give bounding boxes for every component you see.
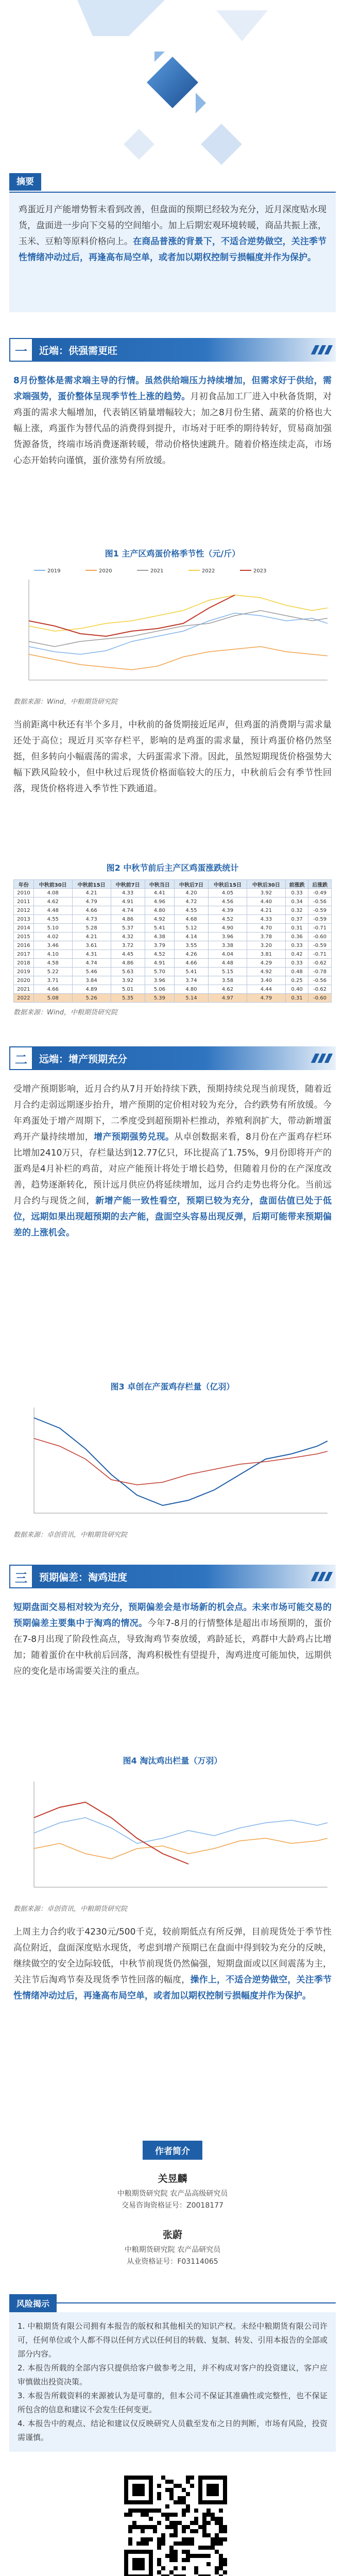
table-cell: -0.60	[308, 933, 332, 941]
table-cell: 2010	[14, 889, 34, 897]
table-cell: 0.36	[285, 933, 308, 941]
table-row	[14, 933, 332, 941]
table-cell: 2015	[14, 933, 34, 941]
table-cell: 4.31	[72, 950, 111, 959]
table-cell: 4.86	[111, 915, 145, 924]
author-2-cert: 从业资格证号：F03114065	[127, 2258, 218, 2266]
table-cell: 5.08	[33, 994, 72, 1003]
table-cell: 3.78	[247, 933, 285, 941]
fig3-series	[34, 1418, 327, 1505]
table-cell: 5.46	[72, 968, 111, 976]
chapter-stripes-icon	[313, 345, 331, 354]
table-cell: 5.12	[174, 924, 208, 933]
table-row	[14, 976, 332, 985]
risk-header	[9, 2294, 336, 2312]
table-cell: 4.21	[247, 906, 285, 915]
table-cell: 3.38	[209, 941, 247, 950]
fig4-title: 图4 淘汰鸡出栏量（万羽）	[123, 1756, 222, 1766]
table-row	[14, 906, 332, 915]
table-cell: -0.59	[308, 915, 332, 924]
table-header-1: 中秋前30日	[33, 880, 72, 889]
summary-tag: 摘要	[9, 173, 41, 191]
sec3-p1-rest: 今年7-8月的行情整体是超出市场预期的，蛋价在7-8月出现了阶段性高点，导致淘鸡节奏放缓，鸡龄延长，鸡群中大龄鸡占比增加；随着蛋价在中秋前后回落，淘鸡积极性有望提升，淘鸡进度可能加快，远期供应的变化是市场需要关注的重点。	[13, 1618, 332, 1676]
table-cell: 4.96	[145, 897, 174, 906]
table-cell: 4.56	[209, 897, 247, 906]
table-cell: 3.61	[72, 941, 111, 950]
chapter-2-num: 二	[9, 1046, 33, 1070]
table-cell: 5.15	[209, 968, 247, 976]
table-cell: 4.02	[33, 933, 72, 941]
fig1-legend-1: 2020	[99, 568, 112, 574]
table-cell: 0.48	[285, 968, 308, 976]
fig3-title: 图3 卓创在产蛋鸡存栏量（亿羽）	[110, 1382, 235, 1392]
table-cell: 4.48	[33, 906, 72, 915]
table-cell: 2020	[14, 976, 34, 985]
table-cell: 5.35	[111, 994, 145, 1003]
table-header-9: 后涨跌	[308, 880, 332, 889]
table-cell: -0.49	[308, 889, 332, 897]
table-cell: 4.45	[111, 950, 145, 959]
fig1-source: 数据来源：Wind，中粮期货研究院	[13, 698, 117, 706]
table-cell: -0.71	[308, 950, 332, 959]
chapter-stripes-icon	[313, 1572, 331, 1581]
table-cell: 0.42	[285, 950, 308, 959]
sec3-p2: 上周主力合约收于4230元/500千克，较前期低点有所反弹，目前现货处于季节性高位附近，盘面深度贴水现货，考虑到增产预期已在盘面中得到较为充分的反映，继续做空的安全边际较低，中秋节前现货仍然偏强，短期盘面或以区间震荡为主，关注节后淘鸡节奏及现货季节性回落的幅度，	[13, 1927, 332, 1985]
table-cell: -0.59	[308, 941, 332, 950]
table-cell: 3.72	[111, 941, 145, 950]
table-header-3: 中秋前7日	[111, 880, 145, 889]
table-cell: 3.81	[247, 950, 285, 959]
table-cell: 4.10	[33, 950, 72, 959]
table-cell: 4.89	[72, 985, 111, 994]
table-cell: 4.66	[72, 906, 111, 915]
table-cell: 2014	[14, 924, 34, 933]
table-cell: 5.26	[72, 994, 111, 1003]
table-cell: 0.33	[285, 941, 308, 950]
summary-box	[9, 193, 336, 312]
table-cell: 4.80	[145, 906, 174, 915]
table-row	[14, 959, 332, 968]
fig1-series-2019	[29, 613, 327, 654]
table-row	[14, 915, 332, 924]
chapter-1-bar	[9, 338, 336, 362]
table-cell: 3.96	[209, 933, 247, 941]
fig1-series-2022	[29, 595, 327, 631]
table-cell: 3.92	[247, 889, 285, 897]
table-cell: 5.06	[145, 985, 174, 994]
author-1-name: 关昱麟	[158, 2173, 187, 2184]
author-1-org: 中粮期货研究院 农产品高级研究员	[117, 2190, 228, 2198]
table-header-5: 中秋后7日	[174, 880, 208, 889]
chapter-1-num: 一	[9, 338, 33, 362]
table-cell: 4.33	[111, 889, 145, 897]
summary-bold: 在商品普涨的背景下，不适合逆势做空，关注季节性情绪冲动过后，再逢高布局空单，或者加以期权控制亏损幅度并作为保护。	[19, 236, 327, 263]
fig1-title: 图1 主产区鸡蛋价格季节性（元/斤）	[105, 549, 240, 558]
fig1-legend	[34, 568, 266, 574]
table-cell: 0.32	[285, 906, 308, 915]
table-cell: 4.14	[174, 933, 208, 941]
table-cell: 4.41	[145, 889, 174, 897]
table-cell: 4.92	[247, 968, 285, 976]
table-cell: 4.52	[145, 950, 174, 959]
table-cell: 4.55	[33, 915, 72, 924]
table-cell: 4.21	[72, 889, 111, 897]
fig2-source: 数据来源：Wind，中粮期货研究院	[13, 1009, 117, 1016]
table-cell: 4.62	[33, 897, 72, 906]
table-cell: 4.38	[145, 933, 174, 941]
table-cell: 3.79	[145, 941, 174, 950]
summary-text: 鸡蛋近月产能增势暂未看到改善，但盘面的预期已经较为充分，近月深度贴水现货，盘面进一步向下交易的空间缩小。加上后期宏观环境转暖，商品共振上涨，玉米、豆粕等原料价格向上。	[19, 205, 326, 247]
table-cell: 5.10	[33, 924, 72, 933]
chapter-2-title: 远端：增产预期充分	[39, 1053, 128, 1065]
fig3-chart	[13, 1397, 332, 1526]
summary-header	[9, 172, 336, 193]
table-header-4: 中秋当日	[145, 880, 174, 889]
fig4-series-c	[34, 1802, 188, 1864]
table-cell: 0.33	[285, 959, 308, 968]
table-cell: 0.31	[285, 924, 308, 933]
table-cell: 3.84	[72, 976, 111, 985]
fig3-source: 数据来源：卓创资讯，中粮期货研究院	[13, 1531, 128, 1539]
table-cell: 2017	[14, 950, 34, 959]
table-row	[14, 950, 332, 959]
table-cell: 5.01	[111, 985, 145, 994]
table-header-7: 中秋后30日	[247, 880, 285, 889]
table-cell: -0.56	[308, 897, 332, 906]
fig1-legend-0: 2019	[47, 568, 61, 574]
risk-item-4: 4. 本报告中的观点、结论和建议仅反映研究人员截至发布之日的判断，市场有风险，投资需谨慎。	[18, 2419, 327, 2442]
table-cell: 2021	[14, 985, 34, 994]
table-cell: 5.28	[72, 924, 111, 933]
table-cell: 4.74	[111, 906, 145, 915]
table-cell: 5.39	[145, 994, 174, 1003]
table-cell: 4.29	[247, 959, 285, 968]
table-cell: 4.26	[174, 950, 208, 959]
table-cell: 3.58	[209, 976, 247, 985]
table-cell: -0.78	[308, 968, 332, 976]
author-2-org: 中粮期货研究院 农产品研究员	[124, 2246, 221, 2254]
table-cell: 4.48	[209, 959, 247, 968]
sec2-p1-a: 受增产预期影响，近月合约从7月开始持续下跌，预期持续兑现当前现货，随着近月合约走弱远期逐步抬升，增产预期的定价相对较为充分，合约跌势有所放缓。今年鸡蛋处于增产周期下，二季度受到超预期补栏推动，养殖利润扩大，带动新增蛋鸡开产量持续增加，	[13, 1084, 332, 1142]
table-cell: 4.73	[72, 915, 111, 924]
table-cell: 3.92	[111, 976, 145, 985]
risk-item-1: 1. 中粮期货有限公司拥有本报告的版权和其他相关的知识产权。未经中粮期货有限公司许可，任何单位或个人都不得以任何方式以任何目的转载、复制、转发、引用本报告的全部或部分内容。	[18, 2321, 327, 2359]
table-cell: 4.44	[247, 985, 285, 994]
chapter-1-title: 近端：供强需更旺	[39, 345, 118, 357]
chapter-3-bar	[9, 1565, 336, 1588]
table-cell: 4.21	[72, 933, 111, 941]
table-cell: -0.60	[308, 994, 332, 1003]
sec3-p2-bold: 操作上，不适合逆势做空，关注季节性情绪冲动过后，再逢高布局空单，或者加以期权控制亏损幅度并作为保护。	[13, 1975, 332, 2001]
table-cell: 4.68	[174, 915, 208, 924]
author-1-cert: 交易咨询资格证号：Z0018177	[122, 2201, 223, 2210]
table-cell: -0.62	[308, 959, 332, 968]
sec1-p1-bold: 8月份整体是需求端主导的行情。虽然供给端压力持续增加，但需求好于供给，需求端强势，蛋价整体呈现季节性上涨的趋势。	[13, 376, 332, 402]
table-cell: 4.72	[174, 897, 208, 906]
risk-item-2: 2. 本报告所载的全部内容只提供给客户做参考之用，并不构成对客户的投资建议，客户应审慎做出投资决策。	[18, 2363, 327, 2386]
fig4-source: 数据来源：卓创资讯，中粮期货研究院	[13, 1905, 128, 1913]
author-2-name: 张蔚	[162, 2229, 182, 2241]
table-row	[14, 941, 332, 950]
table-cell: 4.97	[209, 994, 247, 1003]
table-cell: 3.55	[174, 941, 208, 950]
table-cell: 4.66	[174, 959, 208, 968]
table-cell: -0.71	[308, 924, 332, 933]
fig2-table	[13, 879, 332, 1003]
table-cell: 2011	[14, 897, 34, 906]
fig4-chart	[13, 1771, 332, 1900]
table-cell: 4.74	[72, 959, 111, 968]
table-cell: 4.79	[72, 897, 111, 906]
table-header-2: 中秋前15日	[72, 880, 111, 889]
chapter-stripes-icon	[313, 1054, 331, 1063]
sec2-paragraph-1	[13, 1081, 332, 1370]
table-row	[14, 994, 332, 1003]
table-header-6: 中秋后15日	[209, 880, 247, 889]
table-cell: 5.63	[111, 968, 145, 976]
table-cell: 4.62	[209, 985, 247, 994]
table-cell: 4.40	[247, 897, 285, 906]
table-cell: -0.56	[308, 976, 332, 985]
table-cell: 4.70	[247, 924, 285, 933]
table-cell: 4.90	[209, 924, 247, 933]
header-banner	[0, 0, 345, 170]
sec3-paragraph-1	[13, 1600, 332, 1744]
sec1-paragraph-1	[13, 373, 332, 537]
table-cell: 0.40	[285, 985, 308, 994]
table-cell: 5.41	[174, 968, 208, 976]
table-row	[14, 985, 332, 994]
qr-code	[121, 2472, 224, 2575]
table-cell: 0.34	[285, 897, 308, 906]
table-cell: 4.80	[174, 985, 208, 994]
table-cell: 3.46	[33, 941, 72, 950]
table-cell: 2016	[14, 941, 34, 950]
table-cell: 5.22	[33, 968, 72, 976]
table-row	[14, 889, 332, 897]
risk-item-3: 3. 本报告所载资料的来源被认为是可靠的，但本公司不保证其准确性或完整性，也不保证所包含的信息和建议不会发生任何变更。	[18, 2391, 327, 2414]
risk-box	[9, 2312, 336, 2452]
table-cell: 3.20	[247, 941, 285, 950]
sec1-p1-rest: 月初食品加工厂进入中秋备货期，对鸡蛋的需求大幅增加，代表销区销量增幅较大；加之8月份生猪、蔬菜的价格也大幅上涨，鸡蛋作为替代品的消费得到提升，市场对于旺季的期待转好，贸易商加强货源备货，终端市场消费逐渐转暖，带动价格快速跳升。随着价格连续走高，市场心态开始转向谨慎，蛋价涨势有所放缓。	[13, 392, 332, 466]
table-cell: 4.91	[111, 897, 145, 906]
table-row	[14, 968, 332, 976]
fig4-series-a	[34, 1818, 327, 1843]
table-cell: 2013	[14, 915, 34, 924]
table-cell: 4.52	[209, 915, 247, 924]
table-cell: 0.37	[285, 915, 308, 924]
fig1-series-2023	[29, 595, 235, 636]
author-label: 作者简介	[143, 2141, 202, 2160]
table-cell: 4.86	[111, 959, 145, 968]
table-cell: 4.08	[33, 889, 72, 897]
table-cell: -0.59	[308, 906, 332, 915]
fig2-title: 图2 中秋节前后主产区鸡蛋涨跌统计	[106, 863, 239, 873]
table-cell: 2012	[14, 906, 34, 915]
risk-label: 风险揭示	[9, 2294, 57, 2312]
fig1-legend-3: 2022	[202, 568, 215, 574]
table-cell: 4.79	[247, 994, 285, 1003]
table-cell: 5.41	[145, 924, 174, 933]
table-cell: 0.25	[285, 976, 308, 985]
table-cell: 3.71	[33, 976, 72, 985]
sec2-p1-bold2: 新增产能一致性看空，预期已较为充分，盘面估值已处于低位，远期如果出现超预期的去产能，盘面空头容易出现反弹，后期可能带来预期偏差的上涨机会。	[13, 1196, 332, 1238]
table-cell: 4.66	[33, 985, 72, 994]
sec3-paragraph-2	[13, 1924, 332, 2115]
header-artwork	[0, 0, 345, 170]
stats-table	[13, 879, 332, 1003]
table-cell: 2019	[14, 968, 34, 976]
table-cell: 4.33	[247, 915, 285, 924]
table-cell: 5.37	[111, 924, 145, 933]
sec1-paragraph-2: 当前距离中秋还有半个多月，中秋前的备货期接近尾声，但鸡蛋的消费期与需求量还处于高位；现近月买宰存栏平，影响的是鸡蛋的需求量，预计鸡蛋价格仍然坚挺，但多转向小幅震荡的需求，大码蛋需求下滑。因此，虽然短期现货价格强势大幅下跌风险较小，但中秋过后现货价格面临较大的压力，中秋前后会有季节性回落，现货价格将进入季节性下跌通道。	[13, 720, 332, 794]
table-header-8: 前涨跌	[285, 880, 308, 889]
table-cell: 4.92	[145, 915, 174, 924]
table-cell: 4.05	[209, 889, 247, 897]
table-cell: 4.58	[33, 959, 72, 968]
table-cell: 2018	[14, 959, 34, 968]
table-row	[14, 897, 332, 906]
fig1-legend-2: 2021	[150, 568, 164, 574]
table-cell: 0.31	[285, 994, 308, 1003]
table-cell: -0.62	[308, 985, 332, 994]
table-cell: 0.33	[285, 889, 308, 897]
author-header	[0, 2141, 345, 2160]
table-cell: 4.55	[174, 906, 208, 915]
fig1-chart	[13, 564, 332, 693]
fig4-series-b	[34, 1838, 327, 1859]
fig1-series-2020	[29, 647, 327, 670]
table-cell: 5.70	[145, 968, 174, 976]
sec2-p1-bold: 增产预期强势兑现。	[94, 1132, 175, 1142]
table-cell: 2022	[14, 994, 34, 1003]
fig1-series-2021	[29, 611, 327, 647]
table-cell: 5.14	[174, 994, 208, 1003]
table-cell: 3.96	[145, 976, 174, 985]
sec2-p1-b: 从卓创数据来看，8月份在产蛋鸡存栏环比增加2410万只，存栏量达到12.77亿只，环比提高了1.75%，9月份即将开产的蛋鸡是4月补栏的鸡苗，对应产能预计将处于增长趋势，但随着月份的在产深度改善，趋势逐渐转化，预计远月供应仍将延续增加，远月合约走势也将分化。当前远月合约与现货之间，	[13, 1132, 332, 1206]
chapter-3-num: 三	[9, 1565, 33, 1588]
table-cell: 4.91	[145, 959, 174, 968]
table-cell: 4.20	[174, 889, 208, 897]
sec3-p1-bold: 短期盘面交易相对较为充分，预期偏差会是市场新的机会点。未来市场可能交易的预期偏差主要集中于淘鸡的情况。	[13, 1602, 332, 1629]
table-cell: 3.74	[174, 976, 208, 985]
table-cell: 3.40	[247, 976, 285, 985]
table-cell: 4.39	[209, 906, 247, 915]
table-cell: 4.04	[209, 950, 247, 959]
table-header-0: 年份	[14, 880, 34, 889]
chapter-2-bar	[9, 1046, 336, 1070]
table-row	[14, 924, 332, 933]
chapter-3-title: 预期偏差：淘鸡进度	[39, 1571, 128, 1583]
fig3-series-2	[34, 1438, 327, 1485]
table-cell: 4.32	[111, 933, 145, 941]
fig1-legend-4: 2023	[253, 568, 267, 574]
